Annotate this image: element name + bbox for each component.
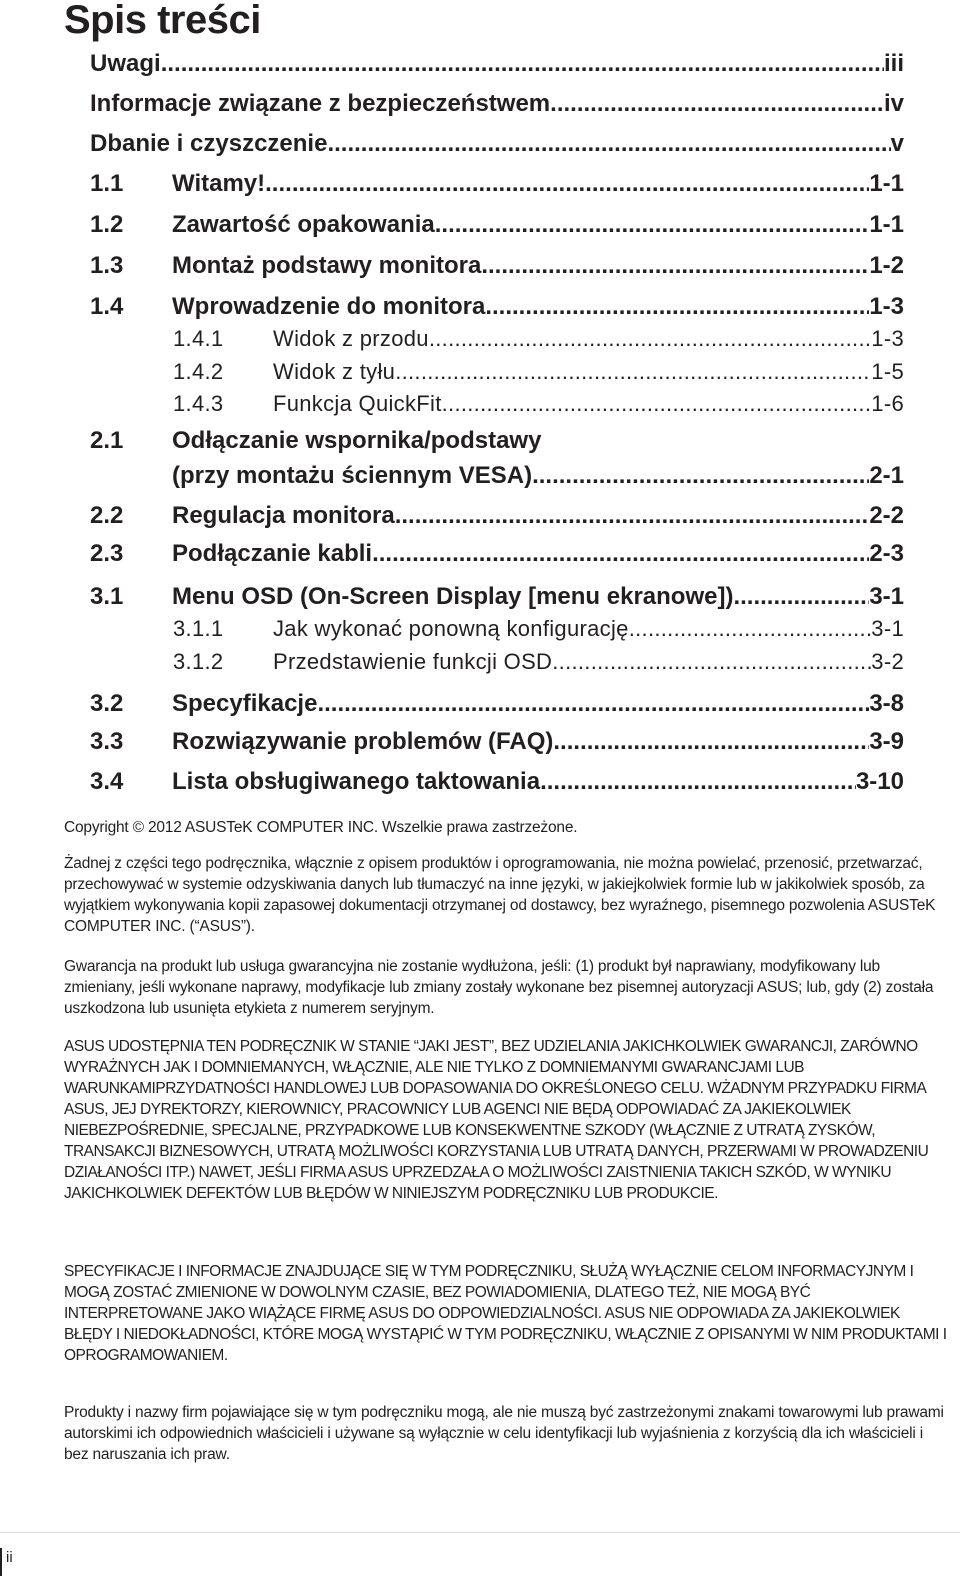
- toc-page-number: 2-2: [869, 502, 904, 529]
- toc-title: Widok z przodu: [273, 326, 429, 351]
- toc-leader-dots: [733, 583, 869, 611]
- toc-title: Informacje związane z bezpieczeństwem: [90, 90, 551, 117]
- toc-leader-dots: [435, 211, 870, 239]
- toc-page-number: 2-1: [869, 462, 904, 489]
- toc-leader-dots: [372, 540, 869, 568]
- toc-leader-dots: [161, 50, 884, 78]
- toc-entry[interactable]: [173, 358, 904, 386]
- toc-leader-dots: [327, 130, 890, 158]
- toc-entry[interactable]: [173, 390, 904, 418]
- toc-title: Lista obsługiwanego taktowania: [172, 768, 541, 795]
- legal-paragraph-disclaimer: ASUS UDOSTĘPNIA TEN PODRĘCZNIK W STANIE “JAKI JEST”, BEZ UDZIELANIA JAKICHKOLWIEK GWARANCJI, ZARÓWNO WYRAŻNYCH JAK I DOMNIEMANYCH, WŁĄCZNIE, ALE NIE TYLKO Z DOMNIEMANYMI GWARANCJAMI LUB WARUNKAMIPRZYDATNOŚCI HANDLOWEJ LUB DOPASOWANIA DO OKREŚLONEGO CELU. WŻADNYM PRZYPADKU FIRMA ASUS, JEJ DYREKTORZY, KIEROWNICY, PRACOWNICY LUB AGENCI NIE BĘDĄ ODPOWIADAĆ ZA JAKIEKOLWIEK NIEBEZPOŚREDNIE, SPECJALNE, PRZYPADKOWE LUB KONSEKWENTNE SZKODY (WŁĄCZNIE Z UTRATĄ ZYSKÓW, TRANSAKCJI BIZNESOWYCH, UTRATĄ MOŻLIWOŚCI KORZYSTANIA LUB UTRATĄ DANYCH, PRZERWAMI W PROWADZENIU DZIAŁANOŚCI ITP.) NAWET, JEŚLI FIRMA ASUS UPRZEDZAŁA O MOŻLIWOŚCI ZAISTNIENIA TAKICH SZKÓD, W WYNIKU JAKICHKOLWIEK DEFEKTÓW LUB BŁĘDÓW W NINIEJSZYM PODRĘCZNIKU LUB PRODUKCIE.: [64, 1038, 929, 1202]
- toc-leader-dots: [395, 502, 870, 530]
- legal-paragraph-trademarks: Produkty i nazwy firm pojawiające się w tym podręczniku mogą, ale nie muszą być zastrzeżonymi znakami towarowymi lub prawami autorskimi ich odpowiednich właścicieli i używane są wyłącznie w celu identyfikacji lub wyjaśnienia z korzyścią dla ich właścicieli i bez naruszania ich praw.: [64, 1404, 944, 1463]
- toc-entry-first-line: [90, 427, 541, 455]
- toc-number: 2.1: [90, 427, 124, 454]
- toc-title: Jak wykonać ponowną konfigurację: [273, 616, 629, 641]
- toc-leader-dots: [429, 325, 871, 353]
- toc-number: 1.3: [90, 252, 124, 279]
- toc-page-number: iv: [883, 90, 904, 117]
- toc-entry[interactable]: [90, 170, 904, 198]
- toc-entry[interactable]: [90, 768, 904, 796]
- toc-entry[interactable]: [173, 325, 904, 353]
- toc-leader-dots: [552, 648, 871, 676]
- toc-title-continuation: (przy montażu ściennym VESA): [172, 462, 533, 489]
- toc-entry[interactable]: [90, 90, 904, 118]
- toc-leader-dots: [629, 615, 872, 643]
- legal-paragraph-warranty: Gwarancja na produkt lub usługa gwarancyjna nie zostanie wydłużona, jeśli: (1) produkt był naprawiany, modyfikowany lub zmieniany, jeśli wykonane naprawy, modyfikacje lub zmiany zostały wykonane bez pisemnej autoryzacji ASUS; lub, gdy (2) została uszkodzona lub usunięta etykieta z numerem seryjnym.: [64, 958, 934, 1017]
- toc-title: Witamy!: [172, 170, 266, 197]
- toc-number: 3.1.1: [173, 616, 224, 641]
- toc-leader-dots: [540, 768, 856, 796]
- toc-page-number: 1-5: [871, 359, 904, 384]
- toc-entry[interactable]: [90, 540, 904, 568]
- toc-number: 1.2: [90, 211, 124, 238]
- toc-title: Przedstawienie funkcji OSD: [273, 649, 553, 674]
- toc-page-number: 3-9: [869, 728, 904, 755]
- toc-number: 1.4.2: [173, 359, 224, 384]
- toc-title: Uwagi: [90, 50, 161, 77]
- toc-number: 1.4.1: [173, 326, 224, 351]
- toc-number: 1.1: [90, 170, 124, 197]
- page-title: Spis treści: [64, 0, 261, 42]
- toc-entry[interactable]: [173, 615, 904, 643]
- toc-leader-dots: [481, 252, 869, 280]
- toc-title: Regulacja monitora: [172, 502, 395, 529]
- toc-page-number: 3-2: [871, 649, 904, 674]
- toc-number: 1.4: [90, 293, 124, 320]
- toc-title: Funkcja QuickFit: [273, 391, 442, 416]
- toc-entry[interactable]: [90, 130, 904, 158]
- toc-title: Podłączanie kabli: [172, 540, 373, 567]
- footer-divider: [0, 1532, 960, 1533]
- copyright-notice: Copyright © 2012 ASUSTeK COMPUTER INC. Wszelkie prawa zastrzeżone.: [64, 819, 578, 836]
- toc-page-number: 1-3: [871, 326, 904, 351]
- toc-number: 3.3: [90, 728, 124, 755]
- toc-page-number: 3-10: [855, 768, 904, 795]
- toc-page-number: 3-1: [871, 616, 904, 641]
- legal-paragraph-specifications: SPECYFIKACJE I INFORMACJE ZNAJDUJĄCE SIĘ W TYM PODRĘCZNIKU, SŁUŻĄ WYŁĄCZNIE CELOM INFORMACYJNYM I MOGĄ ZOSTAĆ ZMIENIONE W DOWOLNYM CZASIE, BEZ POWIADOMIENIA, DLATEGO TEŻ, NIE MOGĄ BYĆ INTERPRETOWANE JAKO WIĄŻĄCE FIRMĘ ASUS DO ODPOWIEDZIALNOŚCI. ASUS NIE ODPOWIADA ZA JAKIEKOLWIEK BŁĘDY I NIEDOKŁADNOŚCI, KTÓRE MOGĄ WYSTĄPIĆ W TYM PODRĘCZNIKU, WŁĄCZNIE Z OPISANYMI W NIM PRODUKTAMI I OPROGRAMOWANIEM.: [64, 1263, 947, 1364]
- toc-title: Menu OSD (On-Screen Display [menu ekranowe]): [172, 583, 734, 610]
- toc-leader-dots: [550, 90, 884, 118]
- toc-entry[interactable]: [90, 583, 904, 611]
- toc-entry[interactable]: [90, 690, 904, 718]
- legal-paragraph-reproduction: Żadnej z części tego podręcznika, włącznie z opisem produktów i oprogramowania, nie można powielać, przenosić, przetwarzać, przechowywać w systemie odzyskiwania danych lub tłumaczyć na inne języki, w jakiejkolwiek formie lub w jakikolwiek sposób, za wyjątkiem wykonywania kopii zapasowej dokumentacji otrzymanej od dostawcy, bez wyraźnego, pisemnego pozwolenia ASUSTeK COMPUTER INC. (“ASUS”).: [64, 855, 936, 935]
- toc-title: Specyfikacje: [172, 690, 318, 717]
- toc-page-number: v: [890, 130, 904, 157]
- page-number-bar: [0, 1548, 2, 1576]
- toc-page-number: 1-6: [871, 391, 904, 416]
- toc-entry[interactable]: [90, 252, 904, 280]
- toc-page-number: 1-1: [869, 170, 904, 197]
- toc-title: Zawartość opakowania: [172, 211, 435, 238]
- toc-title: Widok z tyłu: [273, 359, 396, 384]
- toc-leader-dots: [442, 390, 872, 418]
- toc-title: Montaż podstawy monitora: [172, 252, 482, 279]
- toc-number: 2.3: [90, 540, 124, 567]
- toc-leader-dots: [485, 293, 869, 321]
- toc-entry[interactable]: [90, 50, 904, 78]
- toc-number: 3.1.2: [173, 649, 224, 674]
- toc-page-number: 3-8: [869, 690, 904, 717]
- toc-leader-dots: [532, 462, 869, 490]
- toc-entry[interactable]: [90, 462, 904, 490]
- toc-title: Wprowadzenie do monitora: [172, 293, 486, 320]
- toc-title: Rozwiązywanie problemów (FAQ): [172, 728, 554, 755]
- toc-entry[interactable]: [90, 728, 904, 756]
- toc-leader-dots: [553, 728, 869, 756]
- toc-number: 2.2: [90, 502, 124, 529]
- toc-number: 3.2: [90, 690, 124, 717]
- toc-number: 1.4.3: [173, 391, 224, 416]
- toc-page-number: 1-3: [869, 293, 904, 320]
- toc-number: 3.4: [90, 768, 124, 795]
- toc-entry[interactable]: [173, 648, 904, 676]
- toc-entry[interactable]: [90, 502, 904, 530]
- toc-entry[interactable]: [90, 211, 904, 239]
- toc-page-number: 3-1: [869, 583, 904, 610]
- toc-leader-dots: [395, 358, 871, 386]
- toc-page-number: 1-1: [869, 211, 904, 238]
- toc-page-number: 1-2: [869, 252, 904, 279]
- toc-number: 3.1: [90, 583, 124, 610]
- toc-page-number: 2-3: [869, 540, 904, 567]
- toc-leader-dots: [265, 170, 869, 198]
- toc-entry[interactable]: [90, 293, 904, 321]
- page-number: ii: [6, 1549, 13, 1566]
- toc-leader-dots: [317, 690, 869, 718]
- toc-title: Odłączanie wspornika/podstawy: [172, 427, 542, 454]
- toc-page-number: iii: [883, 50, 904, 77]
- toc-title: Dbanie i czyszczenie: [90, 130, 328, 157]
